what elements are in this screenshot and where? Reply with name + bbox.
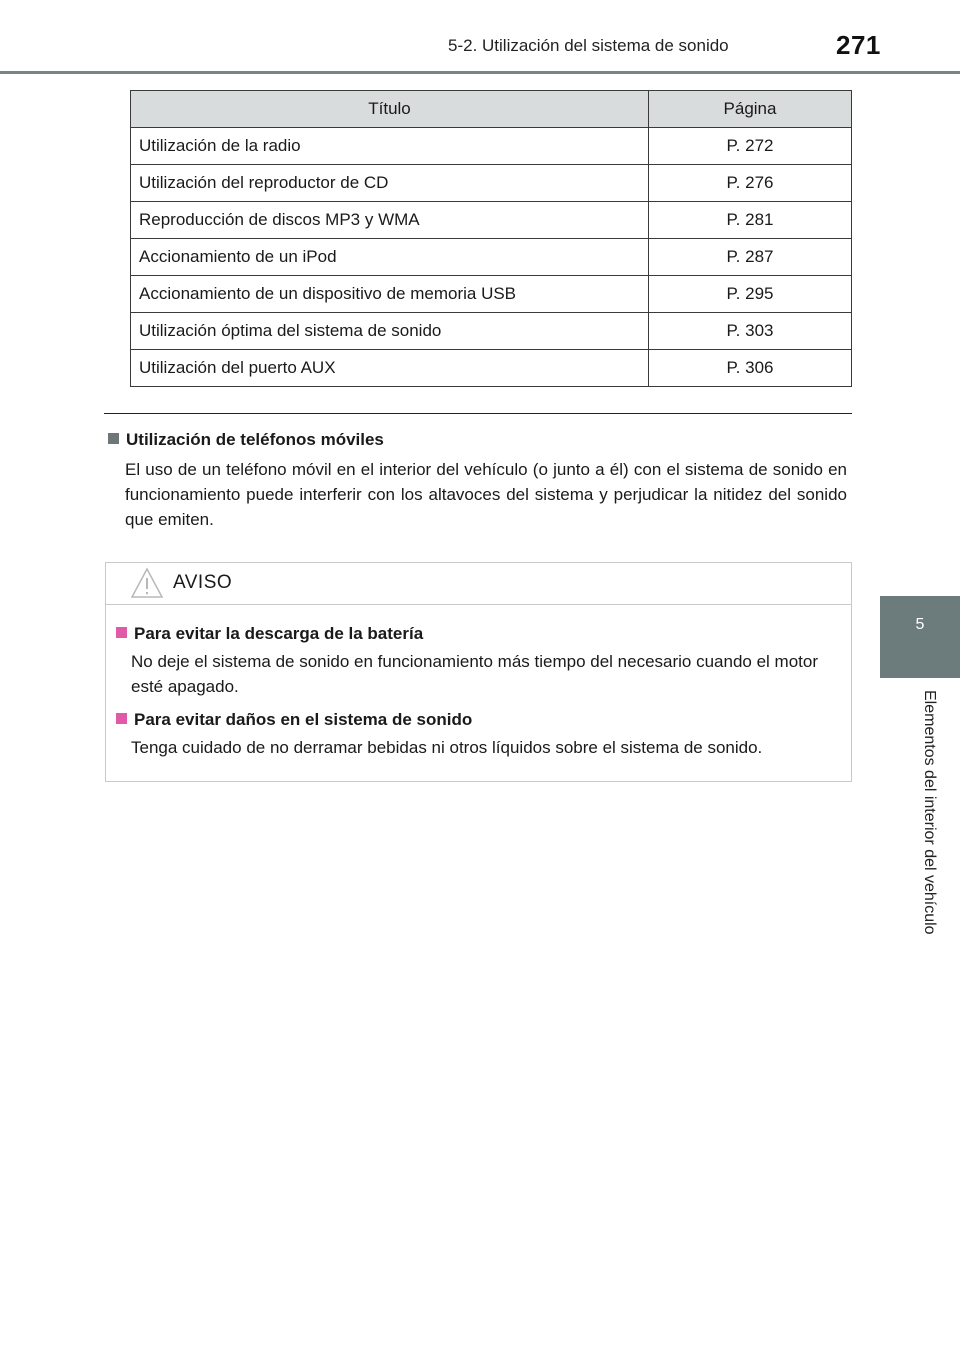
section-body: El uso de un teléfono móvil en el interior del vehículo (o junto a él) con el sistema de sonido en funcionamiento puede interferir con los altavoces del sistema y perjudicar la nitidez del sonido que emiten. — [125, 460, 847, 529]
row-page: P. 276 — [649, 165, 852, 202]
table-header-row — [131, 91, 852, 128]
chapter-label: Elementos del interior del vehículo — [921, 690, 938, 935]
row-title: Utilización de la radio — [131, 128, 649, 165]
bullet-square-icon — [116, 713, 127, 724]
section-divider — [104, 413, 852, 414]
row-title: Utilización del reproductor de CD — [131, 165, 649, 202]
row-title: Accionamiento de un iPod — [131, 239, 649, 276]
table-row — [131, 276, 852, 313]
column-header-title: Título — [131, 91, 649, 128]
table-row — [131, 239, 852, 276]
row-page: P. 287 — [649, 239, 852, 276]
warning-item-body: No deje el sistema de sonido en funcionamiento más tiempo del necesario cuando el motor esté apagado. — [131, 652, 819, 696]
bullet-square-icon — [108, 433, 119, 444]
warning-box — [105, 562, 852, 782]
bullet-square-icon — [116, 627, 127, 638]
warning-item-heading — [116, 624, 423, 644]
row-title: Accionamiento de un dispositivo de memoria USB — [131, 276, 649, 313]
row-page: P. 303 — [649, 313, 852, 350]
warning-title: AVISO — [173, 572, 233, 593]
row-title: Utilización óptima del sistema de sonido — [131, 313, 649, 350]
warning-item-heading-text: Para evitar daños en el sistema de sonido — [134, 710, 473, 729]
warning-item-body: Tenga cuidado de no derramar bebidas ni otros líquidos sobre el sistema de sonido. — [131, 738, 763, 757]
page-number: 271 — [836, 30, 881, 60]
section-heading — [108, 430, 384, 450]
table-row — [131, 128, 852, 165]
warning-item-heading — [116, 710, 472, 730]
contents-table — [130, 90, 852, 387]
row-page: P. 281 — [649, 202, 852, 239]
row-page: P. 272 — [649, 128, 852, 165]
table-row — [131, 313, 852, 350]
chapter-tab — [880, 596, 960, 678]
header-section-title: 5-2. Utilización del sistema de sonido — [448, 36, 729, 55]
row-page: P. 295 — [649, 276, 852, 313]
table-row — [131, 165, 852, 202]
section-heading-text: Utilización de teléfonos móviles — [126, 430, 384, 449]
row-title: Reproducción de discos MP3 y WMA — [131, 202, 649, 239]
warning-header — [106, 563, 851, 605]
table-row — [131, 202, 852, 239]
row-title: Utilización del puerto AUX — [131, 350, 649, 387]
warning-triangle-icon — [130, 567, 164, 604]
chapter-number: 5 — [915, 616, 925, 633]
warning-item-heading-text: Para evitar la descarga de la batería — [134, 624, 424, 643]
table-row — [131, 350, 852, 387]
column-header-page: Página — [649, 91, 852, 128]
row-page: P. 306 — [649, 350, 852, 387]
header-rule — [0, 71, 960, 74]
